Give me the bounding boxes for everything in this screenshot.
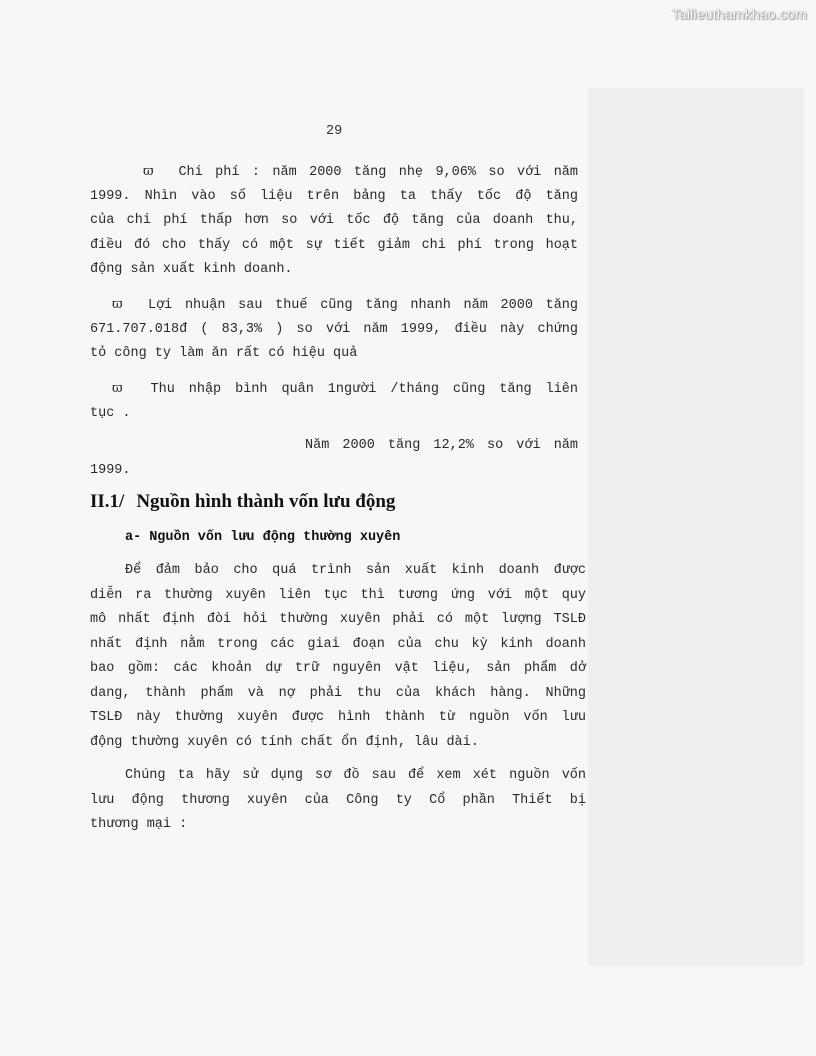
paragraph-working-capital bbox=[90, 559, 586, 755]
paragraph-line: 671.707.018đ ( 83,3% ) so với năm 1999, điều này chứng bbox=[90, 321, 578, 337]
paragraph-line: động thường xuyên có tính chất ổn định, lâu dài. bbox=[90, 734, 479, 750]
paragraph-income bbox=[90, 377, 578, 426]
bullet-icon: ϖ bbox=[112, 297, 123, 312]
paragraph-line: của chi phí thấp hơn so với tốc độ tăng của doanh thu, bbox=[90, 213, 578, 228]
paragraph-line: TSLĐ này thường xuyên được hình thành từ nguồn vốn lưu bbox=[90, 710, 586, 725]
paragraph-line: mô nhất định đòi hỏi thường xuyên phải có một lượng TSLĐ bbox=[90, 612, 586, 627]
paragraph-line: bao gồm: các khoản dự trữ nguyên vật liệu, sản phẩm dở bbox=[90, 661, 586, 676]
paragraph-line: 1999. bbox=[90, 462, 131, 478]
paragraph-line: dang, thành phẩm và nợ phải thu của khách hàng. Những bbox=[90, 685, 586, 701]
paragraph-year-growth bbox=[90, 434, 578, 483]
paragraph-line: thương mại : bbox=[90, 817, 188, 832]
paragraph-line: 1999. Nhìn vào số liệu trên bảng ta thấy tốc độ tăng bbox=[90, 188, 578, 204]
paragraph-line: điều đó cho thấy có một sự tiết giảm chi phí trong hoạt bbox=[90, 237, 578, 253]
watermark: Tailieuthamkhao.com bbox=[671, 6, 807, 22]
paragraph-diagram-intro bbox=[90, 764, 586, 838]
paragraph-line: lưu động thương xuyên của Công ty Cổ phần Thiết bị bbox=[90, 792, 586, 808]
section-number: II.1/ bbox=[90, 491, 125, 512]
bullet-icon: ϖ bbox=[143, 164, 154, 179]
paragraph-line: Để đảm bảo cho quá trình sản xuất kinh doanh được bbox=[125, 563, 586, 578]
section-title: Nguồn hình thành vốn lưu động bbox=[136, 491, 396, 512]
subsection-heading bbox=[125, 530, 400, 545]
paragraph-line: tỏ công ty làm ăn rất có hiệu quả bbox=[90, 346, 358, 361]
paragraph-line: diễn ra thường xuyên liên tục thì tương ứng với một quy bbox=[90, 587, 586, 603]
paragraph-line: động sản xuất kinh doanh. bbox=[90, 262, 293, 277]
paragraph-line: nhất định nằm trong các giai đoạn của chu kỳ kinh doanh bbox=[90, 636, 586, 652]
subsection-prefix: a- bbox=[125, 530, 142, 545]
paragraph-line: tục . bbox=[90, 405, 131, 421]
section-heading bbox=[90, 491, 395, 513]
paragraph-cost bbox=[90, 160, 578, 283]
subsection-title: Nguồn vốn lưu động thường xuyên bbox=[149, 530, 401, 545]
paragraph-line: Lợi nhuận sau thuế cũng tăng nhanh năm 2000 tăng bbox=[147, 298, 578, 313]
paragraph-line: Chi phí : năm 2000 tăng nhẹ 9,06% so với năm bbox=[178, 165, 578, 180]
side-panel bbox=[588, 88, 804, 966]
paragraph-line: Chúng ta hãy sử dụng sơ đồ sau để xem xét nguồn vốn bbox=[125, 768, 586, 783]
bullet-icon: ϖ bbox=[112, 381, 123, 396]
paragraph-line: Thu nhập bình quân 1người /tháng cũng tăng liên bbox=[150, 382, 578, 397]
paragraph-line: Năm 2000 tăng 12,2% so với năm bbox=[305, 438, 578, 453]
paragraph-profit bbox=[90, 293, 578, 367]
page-number: 29 bbox=[326, 124, 343, 139]
